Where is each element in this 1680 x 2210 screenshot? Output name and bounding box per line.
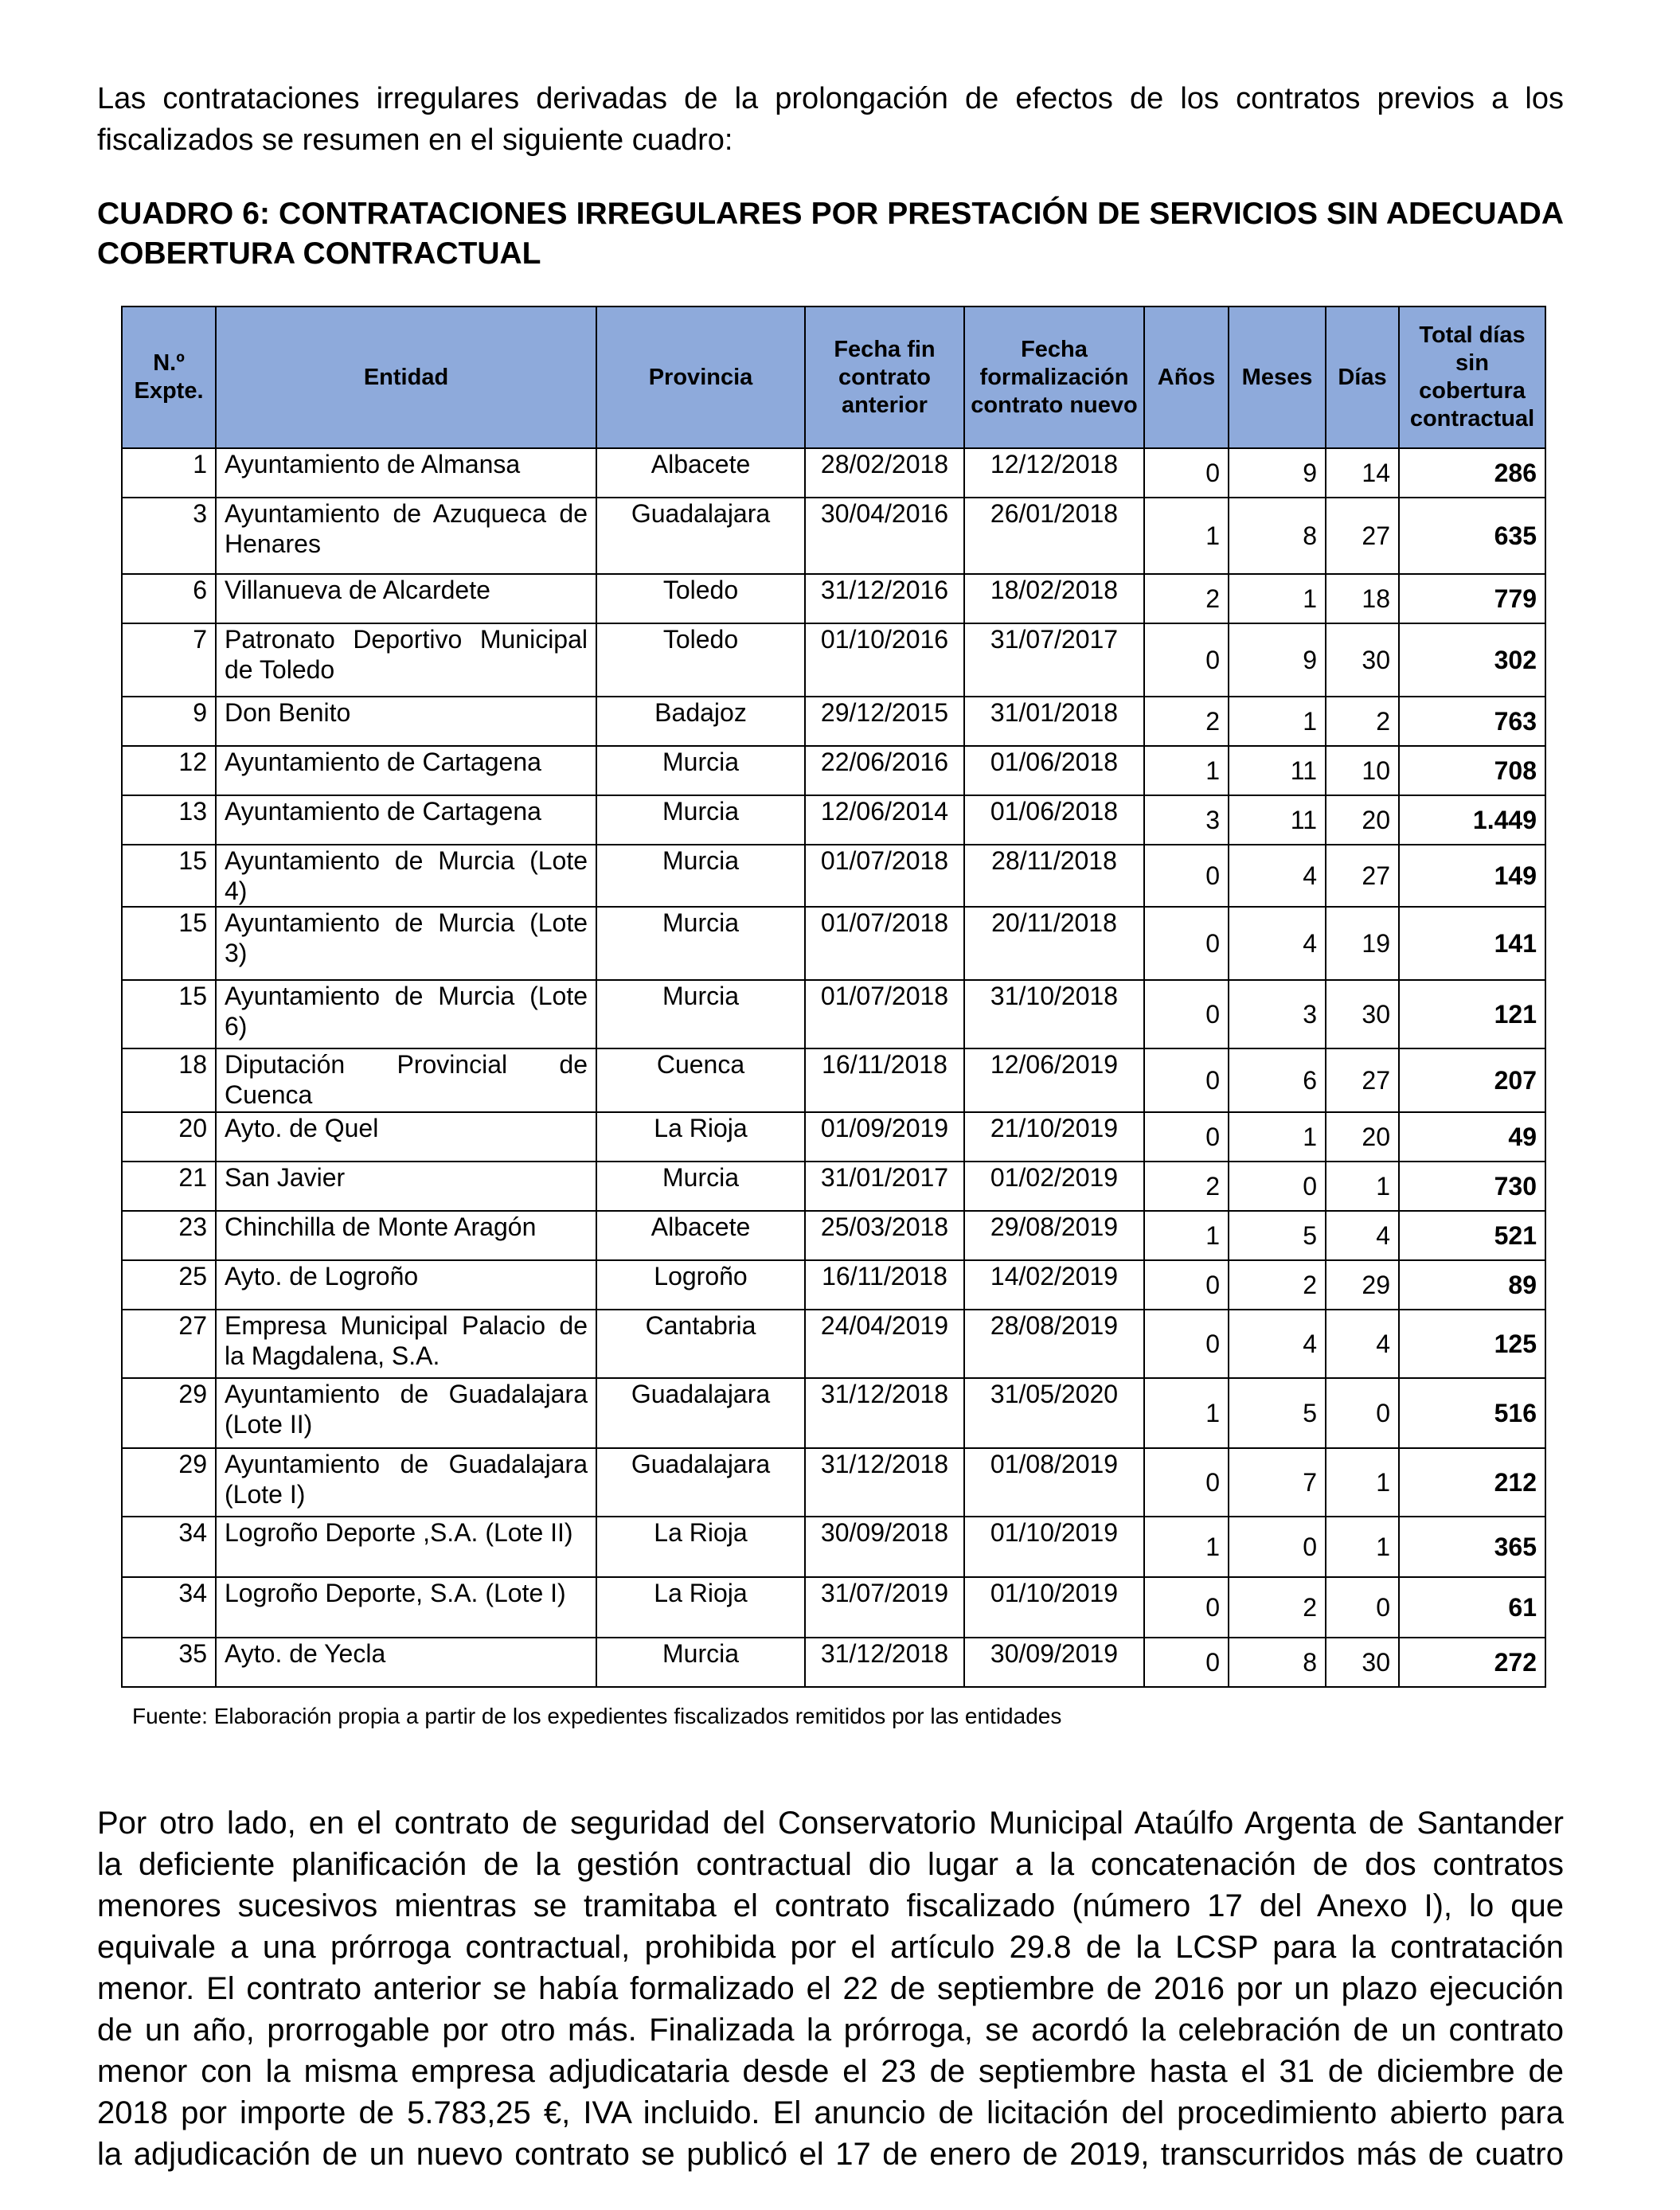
cell-fecha-formalizacion: 18/02/2018 xyxy=(964,574,1144,623)
cell-fecha-formalizacion: 30/09/2019 xyxy=(964,1638,1144,1687)
cell-anos: 1 xyxy=(1144,1517,1229,1577)
cell-provincia: Murcia xyxy=(596,845,805,907)
cell-dias: 10 xyxy=(1326,746,1399,795)
cell-total: 763 xyxy=(1399,697,1545,746)
cell-entidad: Ayto. de Logroño xyxy=(216,1260,596,1310)
table-row xyxy=(122,1162,1545,1211)
cell-anos: 0 xyxy=(1144,623,1229,697)
cell-fecha-formalizacion: 28/11/2018 xyxy=(964,845,1144,907)
table-row xyxy=(122,623,1545,697)
cell-num: 9 xyxy=(122,697,216,746)
cell-meses: 0 xyxy=(1229,1517,1326,1577)
cell-anos: 0 xyxy=(1144,1048,1229,1112)
cell-fecha-fin: 01/07/2018 xyxy=(805,980,964,1048)
cell-meses: 3 xyxy=(1229,980,1326,1048)
cell-provincia: Murcia xyxy=(596,980,805,1048)
cell-dias: 30 xyxy=(1326,980,1399,1048)
cell-provincia: Guadalajara xyxy=(596,1448,805,1517)
cell-total: 1.449 xyxy=(1399,795,1545,845)
cell-provincia: Murcia xyxy=(596,1638,805,1687)
cell-num: 3 xyxy=(122,498,216,574)
cell-provincia: La Rioja xyxy=(596,1112,805,1162)
cell-total: 149 xyxy=(1399,845,1545,907)
cell-provincia: Guadalajara xyxy=(596,498,805,574)
header-dias: Días xyxy=(1326,307,1399,448)
cell-num: 29 xyxy=(122,1448,216,1517)
cell-anos: 3 xyxy=(1144,795,1229,845)
cell-fecha-formalizacion: 31/05/2020 xyxy=(964,1378,1144,1448)
cell-num: 20 xyxy=(122,1112,216,1162)
cell-fecha-formalizacion: 01/06/2018 xyxy=(964,746,1144,795)
table-header-row xyxy=(122,307,1545,448)
cell-num: 27 xyxy=(122,1310,216,1378)
cell-meses: 1 xyxy=(1229,697,1326,746)
cell-fecha-fin: 31/12/2018 xyxy=(805,1638,964,1687)
cell-num: 13 xyxy=(122,795,216,845)
cell-fecha-formalizacion: 01/06/2018 xyxy=(964,795,1144,845)
cell-entidad: San Javier xyxy=(216,1162,596,1211)
cell-dias: 19 xyxy=(1326,907,1399,980)
cell-fecha-fin: 16/11/2018 xyxy=(805,1260,964,1310)
table-row xyxy=(122,1448,1545,1517)
cell-entidad: Diputación Provincial de Cuenca xyxy=(216,1048,596,1112)
cell-meses: 8 xyxy=(1229,1638,1326,1687)
cell-meses: 2 xyxy=(1229,1577,1326,1638)
cell-fecha-fin: 31/12/2018 xyxy=(805,1448,964,1517)
body-line: menor con la misma empresa adjudicataria desde el 23 de septiembre hasta el 31 de diciembre de xyxy=(97,2054,1564,2089)
cell-fecha-formalizacion: 31/01/2018 xyxy=(964,697,1144,746)
cell-fecha-formalizacion: 01/02/2019 xyxy=(964,1162,1144,1211)
table-row xyxy=(122,907,1545,980)
cell-anos: 0 xyxy=(1144,1638,1229,1687)
cell-provincia: Cantabria xyxy=(596,1310,805,1378)
cell-fecha-fin: 31/01/2017 xyxy=(805,1162,964,1211)
cell-dias: 20 xyxy=(1326,1112,1399,1162)
cell-meses: 7 xyxy=(1229,1448,1326,1517)
cell-fecha-formalizacion: 21/10/2019 xyxy=(964,1112,1144,1162)
cell-provincia: Guadalajara xyxy=(596,1378,805,1448)
cell-dias: 1 xyxy=(1326,1448,1399,1517)
cell-fecha-fin: 01/07/2018 xyxy=(805,845,964,907)
cell-meses: 6 xyxy=(1229,1048,1326,1112)
cell-fecha-formalizacion: 26/01/2018 xyxy=(964,498,1144,574)
cell-meses: 5 xyxy=(1229,1378,1326,1448)
source-note: Fuente: Elaboración propia a partir de los expedientes fiscalizados remitidos por las entidades xyxy=(132,1704,1062,1728)
cell-fecha-formalizacion: 29/08/2019 xyxy=(964,1211,1144,1260)
cell-meses: 4 xyxy=(1229,1310,1326,1378)
cell-entidad: Ayuntamiento de Almansa xyxy=(216,448,596,498)
cell-provincia: Murcia xyxy=(596,746,805,795)
cell-num: 6 xyxy=(122,574,216,623)
cell-num: 12 xyxy=(122,746,216,795)
cell-total: 207 xyxy=(1399,1048,1545,1112)
cell-total: 272 xyxy=(1399,1638,1545,1687)
cell-provincia: Murcia xyxy=(596,1162,805,1211)
cell-provincia: La Rioja xyxy=(596,1577,805,1638)
cell-num: 23 xyxy=(122,1211,216,1260)
cell-num: 15 xyxy=(122,980,216,1048)
body-line: la deficiente planificación de la gestión contractual dio lugar a la concatenación de dos contratos xyxy=(97,1847,1564,1882)
cell-provincia: Albacete xyxy=(596,1211,805,1260)
cell-num: 7 xyxy=(122,623,216,697)
cell-meses: 9 xyxy=(1229,623,1326,697)
cell-provincia: Albacete xyxy=(596,448,805,498)
body-line: la adjudicación de un nuevo contrato se publicó el 17 de enero de 2019, transcurridos más de cuatro xyxy=(97,2137,1564,2172)
cell-provincia: Badajoz xyxy=(596,697,805,746)
body-paragraph xyxy=(97,1802,1564,2175)
cell-dias: 1 xyxy=(1326,1162,1399,1211)
cell-anos: 1 xyxy=(1144,498,1229,574)
cell-meses: 4 xyxy=(1229,845,1326,907)
cell-anos: 2 xyxy=(1144,574,1229,623)
table-row xyxy=(122,746,1545,795)
cell-provincia: Toledo xyxy=(596,574,805,623)
cell-dias: 2 xyxy=(1326,697,1399,746)
header-fecha-fin: Fecha fin contrato anterior xyxy=(805,307,964,448)
cell-anos: 0 xyxy=(1144,980,1229,1048)
cell-provincia: Toledo xyxy=(596,623,805,697)
header-num: N.º Expte. xyxy=(122,307,216,448)
cell-anos: 2 xyxy=(1144,1162,1229,1211)
header-meses: Meses xyxy=(1229,307,1326,448)
cell-fecha-formalizacion: 14/02/2019 xyxy=(964,1260,1144,1310)
cell-entidad: Villanueva de Alcardete xyxy=(216,574,596,623)
cell-meses: 1 xyxy=(1229,1112,1326,1162)
cell-total: 730 xyxy=(1399,1162,1545,1211)
cell-provincia: Logroño xyxy=(596,1260,805,1310)
cell-num: 25 xyxy=(122,1260,216,1310)
cell-entidad: Ayuntamiento de Guadalajara (Lote II) xyxy=(216,1378,596,1448)
cell-num: 29 xyxy=(122,1378,216,1448)
cell-entidad: Ayuntamiento de Azuqueca de Henares xyxy=(216,498,596,574)
cell-total: 61 xyxy=(1399,1577,1545,1638)
cell-meses: 11 xyxy=(1229,746,1326,795)
cell-total: 49 xyxy=(1399,1112,1545,1162)
cell-entidad: Ayuntamiento de Cartagena xyxy=(216,795,596,845)
cell-fecha-fin: 31/12/2018 xyxy=(805,1378,964,1448)
body-line: 2018 por importe de 5.783,25 €, IVA incluido. El anuncio de licitación del procedimiento abierto para xyxy=(97,2095,1564,2130)
cell-dias: 29 xyxy=(1326,1260,1399,1310)
table-row xyxy=(122,1577,1545,1638)
cell-meses: 11 xyxy=(1229,795,1326,845)
header-provincia: Provincia xyxy=(596,307,805,448)
cell-total: 121 xyxy=(1399,980,1545,1048)
table-row xyxy=(122,1378,1545,1448)
cell-entidad: Ayuntamiento de Murcia (Lote 6) xyxy=(216,980,596,1048)
cell-total: 516 xyxy=(1399,1378,1545,1448)
cell-fecha-formalizacion: 31/07/2017 xyxy=(964,623,1144,697)
cell-dias: 14 xyxy=(1326,448,1399,498)
cell-fecha-fin: 30/04/2016 xyxy=(805,498,964,574)
cell-total: 141 xyxy=(1399,907,1545,980)
cell-fecha-formalizacion: 12/06/2019 xyxy=(964,1048,1144,1112)
cell-dias: 4 xyxy=(1326,1211,1399,1260)
table-row xyxy=(122,1260,1545,1310)
cell-dias: 20 xyxy=(1326,795,1399,845)
cell-num: 18 xyxy=(122,1048,216,1112)
intro-paragraph: Las contrataciones irregulares derivadas de la prolongación de efectos de los contratos previos a los fiscalizados se resumen en el siguiente cuadro: xyxy=(97,82,1564,157)
cell-total: 125 xyxy=(1399,1310,1545,1378)
cell-anos: 1 xyxy=(1144,1211,1229,1260)
cell-fecha-formalizacion: 01/08/2019 xyxy=(964,1448,1144,1517)
table-row xyxy=(122,845,1545,907)
cell-provincia: Murcia xyxy=(596,907,805,980)
body-line: menores sucesivos mientras se tramitaba el contrato fiscalizado (número 17 del Anexo I), lo que xyxy=(97,1888,1564,1923)
table-row xyxy=(122,697,1545,746)
cell-fecha-fin: 25/03/2018 xyxy=(805,1211,964,1260)
cell-anos: 0 xyxy=(1144,907,1229,980)
cell-fecha-formalizacion: 28/08/2019 xyxy=(964,1310,1144,1378)
header-fecha-formalizacion: Fecha formalización contrato nuevo xyxy=(964,307,1144,448)
cell-entidad: Logroño Deporte ,S.A. (Lote II) xyxy=(216,1517,596,1577)
cell-meses: 8 xyxy=(1229,498,1326,574)
cell-total: 212 xyxy=(1399,1448,1545,1517)
header-entidad: Entidad xyxy=(216,307,596,448)
table-row xyxy=(122,795,1545,845)
cell-provincia: La Rioja xyxy=(596,1517,805,1577)
cell-anos: 0 xyxy=(1144,448,1229,498)
cell-num: 1 xyxy=(122,448,216,498)
cell-fecha-fin: 31/07/2019 xyxy=(805,1577,964,1638)
cell-dias: 4 xyxy=(1326,1310,1399,1378)
cell-anos: 1 xyxy=(1144,746,1229,795)
cell-dias: 27 xyxy=(1326,498,1399,574)
table-body xyxy=(122,448,1545,1687)
cell-num: 15 xyxy=(122,907,216,980)
cell-fecha-fin: 16/11/2018 xyxy=(805,1048,964,1112)
header-total: Total días sin cobertura contractual xyxy=(1399,307,1545,448)
table-title: CUADRO 6: CONTRATACIONES IRREGULARES POR PRESTACIÓN DE SERVICIOS SIN ADECUADA COBERTURA CONTRACTUAL xyxy=(97,197,1564,271)
cell-entidad: Ayuntamiento de Cartagena xyxy=(216,746,596,795)
header-anos: Años xyxy=(1144,307,1229,448)
cell-num: 21 xyxy=(122,1162,216,1211)
cell-total: 635 xyxy=(1399,498,1545,574)
cell-anos: 0 xyxy=(1144,845,1229,907)
cell-meses: 0 xyxy=(1229,1162,1326,1211)
cell-total: 286 xyxy=(1399,448,1545,498)
cell-entidad: Ayto. de Yecla xyxy=(216,1638,596,1687)
cell-num: 34 xyxy=(122,1517,216,1577)
body-line: equivale a una prórroga contractual, prohibida por el artículo 29.8 de la LCSP para la contratación xyxy=(97,1930,1564,1965)
cell-meses: 4 xyxy=(1229,907,1326,980)
cell-fecha-fin: 31/12/2016 xyxy=(805,574,964,623)
cell-fecha-formalizacion: 12/12/2018 xyxy=(964,448,1144,498)
cell-total: 779 xyxy=(1399,574,1545,623)
cell-provincia: Murcia xyxy=(596,795,805,845)
cell-entidad: Empresa Municipal Palacio de la Magdalena, S.A. xyxy=(216,1310,596,1378)
cell-dias: 30 xyxy=(1326,1638,1399,1687)
cell-fecha-fin: 29/12/2015 xyxy=(805,697,964,746)
cell-anos: 0 xyxy=(1144,1577,1229,1638)
cell-dias: 0 xyxy=(1326,1577,1399,1638)
cell-fecha-fin: 12/06/2014 xyxy=(805,795,964,845)
cell-fecha-fin: 01/10/2016 xyxy=(805,623,964,697)
cell-meses: 9 xyxy=(1229,448,1326,498)
cell-meses: 1 xyxy=(1229,574,1326,623)
cell-entidad: Ayuntamiento de Murcia (Lote 3) xyxy=(216,907,596,980)
cell-fecha-fin: 28/02/2018 xyxy=(805,448,964,498)
table-row xyxy=(122,1517,1545,1577)
cell-entidad: Logroño Deporte, S.A. (Lote I) xyxy=(216,1577,596,1638)
table-row xyxy=(122,980,1545,1048)
table-row xyxy=(122,1048,1545,1112)
cell-entidad: Ayto. de Quel xyxy=(216,1112,596,1162)
table-row xyxy=(122,498,1545,574)
table-row xyxy=(122,1638,1545,1687)
cell-fecha-fin: 30/09/2018 xyxy=(805,1517,964,1577)
cell-dias: 27 xyxy=(1326,1048,1399,1112)
cell-dias: 0 xyxy=(1326,1378,1399,1448)
cell-fecha-fin: 01/07/2018 xyxy=(805,907,964,980)
cell-entidad: Patronato Deportivo Municipal de Toledo xyxy=(216,623,596,697)
cell-entidad: Chinchilla de Monte Aragón xyxy=(216,1211,596,1260)
cell-total: 708 xyxy=(1399,746,1545,795)
cell-dias: 27 xyxy=(1326,845,1399,907)
cell-fecha-fin: 01/09/2019 xyxy=(805,1112,964,1162)
cell-total: 365 xyxy=(1399,1517,1545,1577)
table-row xyxy=(122,1310,1545,1378)
cell-entidad: Ayuntamiento de Murcia (Lote 4) xyxy=(216,845,596,907)
cell-anos: 2 xyxy=(1144,697,1229,746)
table-row xyxy=(122,1112,1545,1162)
body-line: menor. El contrato anterior se había formalizado el 22 de septiembre de 2016 por un plazo ejecución xyxy=(97,1971,1564,2006)
cell-entidad: Don Benito xyxy=(216,697,596,746)
cell-num: 35 xyxy=(122,1638,216,1687)
cell-fecha-formalizacion: 01/10/2019 xyxy=(964,1517,1144,1577)
cell-fecha-fin: 22/06/2016 xyxy=(805,746,964,795)
cell-anos: 0 xyxy=(1144,1112,1229,1162)
cell-meses: 5 xyxy=(1229,1211,1326,1260)
body-line: Por otro lado, en el contrato de seguridad del Conservatorio Municipal Ataúlfo Argenta de Santander xyxy=(97,1806,1564,1841)
cell-dias: 1 xyxy=(1326,1517,1399,1577)
cell-fecha-formalizacion: 20/11/2018 xyxy=(964,907,1144,980)
cell-provincia: Cuenca xyxy=(596,1048,805,1112)
table-row xyxy=(122,1211,1545,1260)
contracts-table xyxy=(121,306,1546,1688)
cell-dias: 18 xyxy=(1326,574,1399,623)
cell-total: 89 xyxy=(1399,1260,1545,1310)
cell-meses: 2 xyxy=(1229,1260,1326,1310)
cell-anos: 1 xyxy=(1144,1378,1229,1448)
cell-fecha-formalizacion: 01/10/2019 xyxy=(964,1577,1144,1638)
body-line: de un año, prorrogable por otro más. Finalizada la prórroga, se acordó la celebración de un contrato xyxy=(97,2013,1564,2048)
cell-total: 302 xyxy=(1399,623,1545,697)
cell-anos: 0 xyxy=(1144,1260,1229,1310)
cell-num: 34 xyxy=(122,1577,216,1638)
cell-anos: 0 xyxy=(1144,1448,1229,1517)
cell-entidad: Ayuntamiento de Guadalajara (Lote I) xyxy=(216,1448,596,1517)
cell-total: 521 xyxy=(1399,1211,1545,1260)
cell-anos: 0 xyxy=(1144,1310,1229,1378)
cell-fecha-fin: 24/04/2019 xyxy=(805,1310,964,1378)
cell-fecha-formalizacion: 31/10/2018 xyxy=(964,980,1144,1048)
cell-num: 15 xyxy=(122,845,216,907)
table-row xyxy=(122,448,1545,498)
table-row xyxy=(122,574,1545,623)
cell-dias: 30 xyxy=(1326,623,1399,697)
